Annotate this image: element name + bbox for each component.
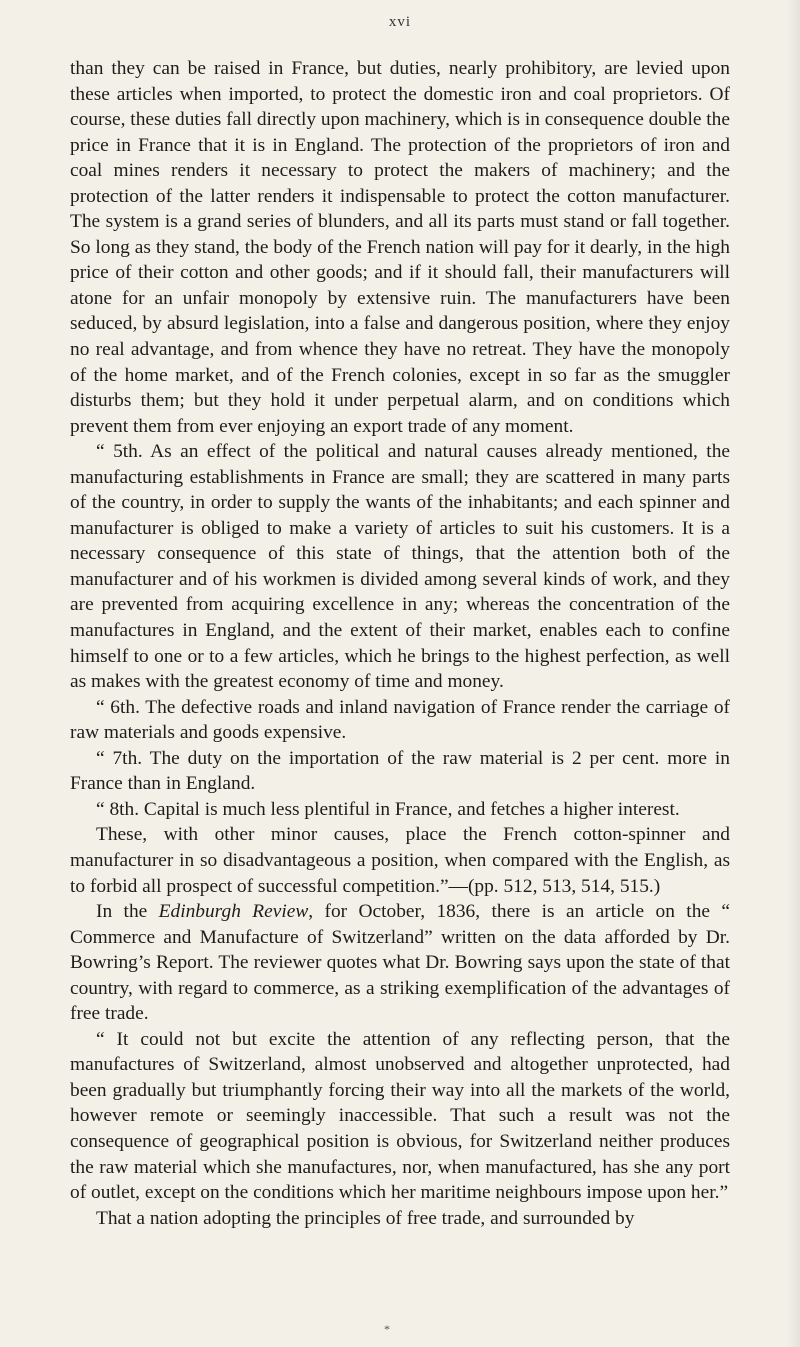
paragraph: “ 8th. Capital is much less plentiful in France, and fetches a higher interest.: [96, 798, 680, 820]
paragraph: These, with other minor causes, place the French cotton-spinner and manufacturer in so disadvantageous a position, when compared with the English, as to forbid all prospect of successful competition.”—(pp. 512, 513, 514, 515.): [70, 824, 730, 897]
page-edge-shadow: [786, 0, 800, 1347]
page-number: xvi: [388, 14, 412, 30]
paragraph: That a nation adopting the principles of free trade, and surrounded by: [96, 1207, 635, 1229]
paragraph: “ 7th. The duty on the importation of the raw material is 2 per cent. more in France than in England.: [70, 747, 730, 795]
paragraph: “ It could not but excite the attention of any reflecting person, that the manufactures of Switzerland, almost unobserved and altogether unprotected, had been gradually but triumphantly forcing their way into all the markets of the world, however remote or seemingly inaccessible. That such a result was not the consequence of geographical position is obvious, for Switzerland neither produces the raw material which she manufactures, nor, when manufactured, has she any port of outlet, except on the conditions which her maritime neighbours impose upon her.”: [70, 1028, 730, 1204]
footer-mark: *: [384, 1322, 390, 1336]
paragraph: “ 6th. The defective roads and inland navigation of France render the carriage of raw materials and goods expensive.: [70, 696, 730, 744]
paragraph: “ 5th. As an effect of the political and natural causes already mentioned, the manufacturing establishments in France are small; they are scattered in many parts of the country, in order to supply the wants of the inhabitants; and each spinner and manufacturer is obliged to make a variety of articles to suit his customers. It is a necessary consequence of this state of things, that the attention both of the manufacturer and of his workmen is divided among several kinds of work, and they are prevented from acquiring excellence in any; whereas the concentration of the manufactures in England, and the extent of their market, enables each to confine himself to one or to a few articles, which he brings to the highest perfection, as well as makes with the greatest economy of time and money.: [70, 441, 730, 693]
paragraph: In the Edinburgh Review, for October, 1836, there is an article on the “ Commerce and Manufacture of Switzerland” written on the data afforded by Dr. Bowring’s Report. The reviewer quotes what Dr. Bowring says upon the state of that country, with regard to commerce, as a striking exemplification of the advantages of free trade.: [70, 901, 731, 1025]
paragraph: than they can be raised in France, but duties, nearly prohibitory, are levied upon these articles when imported, to protect the domestic iron and coal proprietors. Of course, these duties fall directly upon machinery, which is in consequence double the price in France that it is in England. The protection of the proprietors of iron and coal mines renders it necessary to protect the makers of machinery; and the protection of the latter renders it indispensable to protect the cotton manufacturer. The system is a grand series of blunders, and all its parts must stand or fall together. So long as they stand, the body of the French nation will pay for it dearly, in the high price of their cotton and other goods; and if it should fall, their manufacturers will atone for an unfair monopoly by extensive ruin. The manufacturers have been seduced, by absurd legislation, into a false and dangerous position, where they enjoy no real advantage, and from whence they have no retreat. They have the monopoly of the home market, and of the French colonies, except in so far as the smuggler disturbs them; but they hold it under perpetual alarm, and on conditions which prevent them from ever enjoying an export trade of any moment.: [70, 58, 730, 437]
body-text: [70, 56, 730, 1231]
